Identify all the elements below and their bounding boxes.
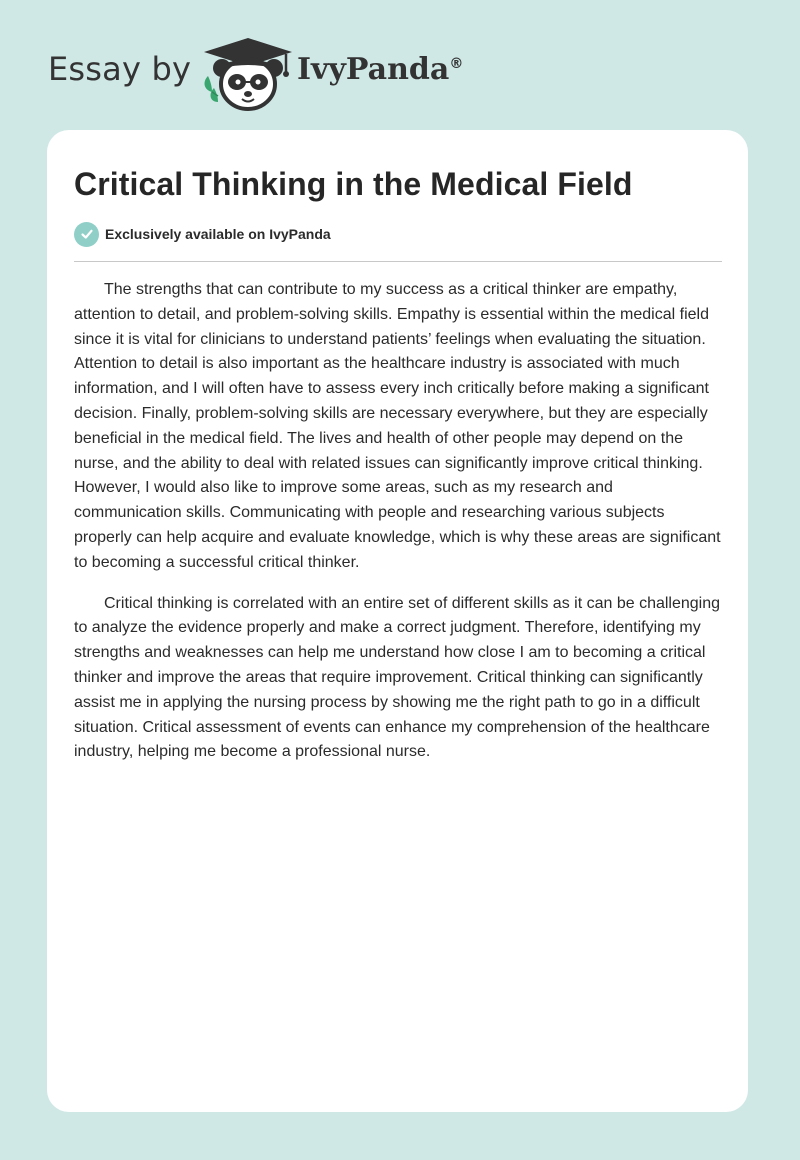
essay-card	[47, 130, 748, 1112]
site-header	[0, 0, 800, 130]
brand-text: IvyPanda	[297, 52, 450, 87]
essay-body	[74, 278, 724, 781]
page-title: Critical Thinking in the Medical Field	[74, 166, 633, 202]
exclusive-badge	[74, 221, 331, 247]
divider	[74, 261, 722, 262]
panda-graduation-cap-icon[interactable]	[200, 36, 296, 112]
essay-by-label: Essay by	[48, 50, 192, 88]
brand-name[interactable]	[297, 52, 463, 87]
exclusive-badge-label: Exclusively available on IvyPanda	[105, 226, 331, 242]
paragraph: The strengths that can contribute to my success as a critical thinker are empathy, attention to detail, and problem-solving skills. Empathy is essential within the medical field since it is vital for clinicians to understand patients’ feelings when evaluating the situation. Attention to detail is also important as the healthcare industry is associated with much information, and I will often have to assess every inch critically before making a significant decision. Finally, problem-solving skills are necessary everywhere, but they are especially beneficial in the medical field. The lives and health of other people may depend on the nurse, and the ability to deal with related issues can significantly improve critical thinking. However, I would also like to improve some areas, such as my research and communication skills. Communicating with people and researching various subjects properly can help acquire and evaluate knowledge, which is why these areas are significant to becoming a successful critical thinker.	[74, 281, 721, 571]
registered-mark: ®	[449, 56, 464, 72]
paragraph: Critical thinking is correlated with an entire set of different skills as it can be challenging to analyze the evidence properly and make a correct judgment. Therefore, identifying my strengths and weaknesses can help me understand how close I am to becoming a critical thinker and improve the areas that require improvement. Critical thinking can significantly assist me in applying the nursing process by showing me the right path to go in a difficult situation. Critical assessment of events can enhance my comprehension of the healthcare industry, helping me become a professional nurse.	[74, 594, 721, 761]
check-circle-icon	[74, 222, 99, 247]
